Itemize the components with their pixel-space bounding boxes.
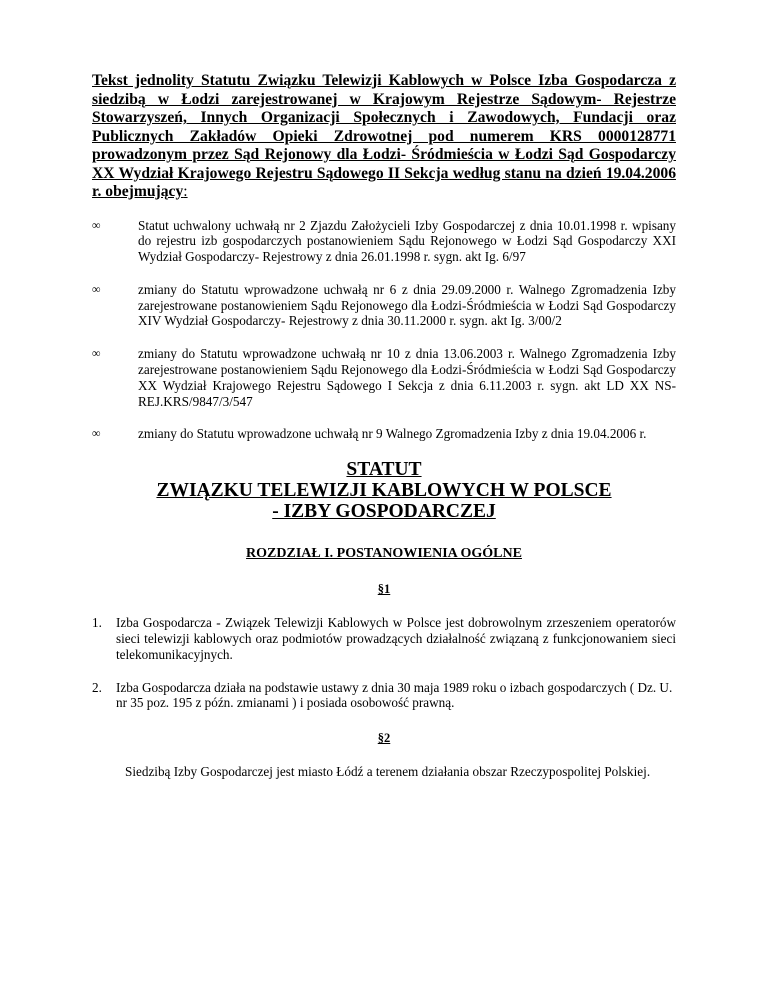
list-item-text: zmiany do Statutu wprowadzone uchwałą nr 10 z dnia 13.06.2003 r. Walnego Zgromadzenia Izby zarejestrowane postanowieniem Sądu Rejonowego dla Łodzi-Śródmieścia w Łodzi Sąd Gospodarczy XX Wydział Krajowego Rejestru Sądowego I Sekcja z dnia 6.11.2003 r. sygn. akt LD XX NS-REJ.KRS/9847/3/547 [138,346,676,409]
statute-heading-line-2: ZWIĄZKU TELEWIZJI KABLOWYCH W POLSCE [156,480,612,502]
numbered-point [92,615,676,662]
document-title-text: Tekst jednolity Statutu Związku Telewizji Kablowych w Polsce Izba Gospodarcza z siedzibą w Łodzi zarejestrowanej w Krajowym Rejestrze Sądowym- Rejestrze Stowarzyszeń, Innych Organizacji Społecznych i Zawodowych, Fundacji oraz Publicznych Zakładów Opieki Zdrowotnej pod numerem KRS 0000128771 prowadzonym przez Sąd Rejonowy dla Łodzi- Śródmieścia w Łodzi Sąd Gospodarczy XX Wydział Krajowego Rejestru Sądowego II Sekcja według stanu na dzień 19.04.2006 r. obejmujący [92,72,676,200]
document-title-colon: : [183,183,188,200]
section-mark-2: §2 [377,731,391,746]
statute-heading-line-1: STATUT [346,459,422,481]
infinity-bullet-icon: ∞ [92,426,101,441]
point-number: 1. [92,615,102,631]
chapter-heading: ROZDZIAŁ I. POSTANOWIENIA OGÓLNE [246,546,522,562]
document-page [92,72,676,780]
amendment-history-list [92,218,676,443]
list-item [92,346,676,409]
section-mark-1: §1 [377,582,391,597]
list-item [92,426,676,442]
point-number: 2. [92,679,102,695]
list-item-text: zmiany do Statutu wprowadzone uchwałą nr 9 Walnego Zgromadzenia Izby z dnia 19.04.2006 r. [138,426,647,442]
section-2-body [87,764,676,780]
point-text: Izba Gospodarcza działa na podstawie ustawy z dnia 30 maja 1989 roku o izbach gospodarczych ( Dz. U. nr 35 poz. 195 z późn. zmianami ) i posiada osobowość prawną. [116,679,673,711]
list-item [92,282,676,329]
statute-heading-line-3: - IZBY GOSPODARCZEJ [272,501,496,523]
list-item-text: Statut uchwalony uchwałą nr 2 Zjazdu Założycieli Izby Gospodarczej z dnia 10.01.1998 r. wpisany do rejestru izb gospodarczych postanowieniem Sądu Rejonowego w Łodzi Sąd Gospodarczy XXI Wydział Gospodarczy- Rejestrowy z dnia 26.01.1998 r. sygn. akt Ig. 6/97 [138,217,676,265]
numbered-point [92,680,676,712]
list-item-text: zmiany do Statutu wprowadzone uchwałą nr 6 z dnia 29.09.2000 r. Walnego Zgromadzenia Izby zarejestrowane postanowieniem Sądu Rejonowego dla Łodzi-Śródmieścia w Łodzi Sąd Gospodarczy XIV Wydział Gospodarczy- Rejestrowy z dnia 30.11.2000 r. sygn. akt Ig. 3/00/2 [138,281,676,329]
infinity-bullet-icon: ∞ [92,346,101,361]
point-text: Izba Gospodarcza - Związek Telewizji Kablowych w Polsce jest dobrowolnym zrzeszeniem operatorów sieci telewizji kablowych oraz podmiotów prowadzących działalność związaną z funkcjonowaniem sieci telekomunikacyjnych. [116,615,676,662]
statute-heading [92,459,676,522]
list-item [92,218,676,265]
infinity-bullet-icon: ∞ [92,281,101,296]
infinity-bullet-icon: ∞ [92,217,101,232]
document-title [92,72,676,202]
section-2-text: Siedzibą Izby Gospodarczej jest miasto Łódź a terenem działania obszar Rzeczypospolitej Polskiej. [125,764,651,780]
section-1-points [92,615,676,711]
